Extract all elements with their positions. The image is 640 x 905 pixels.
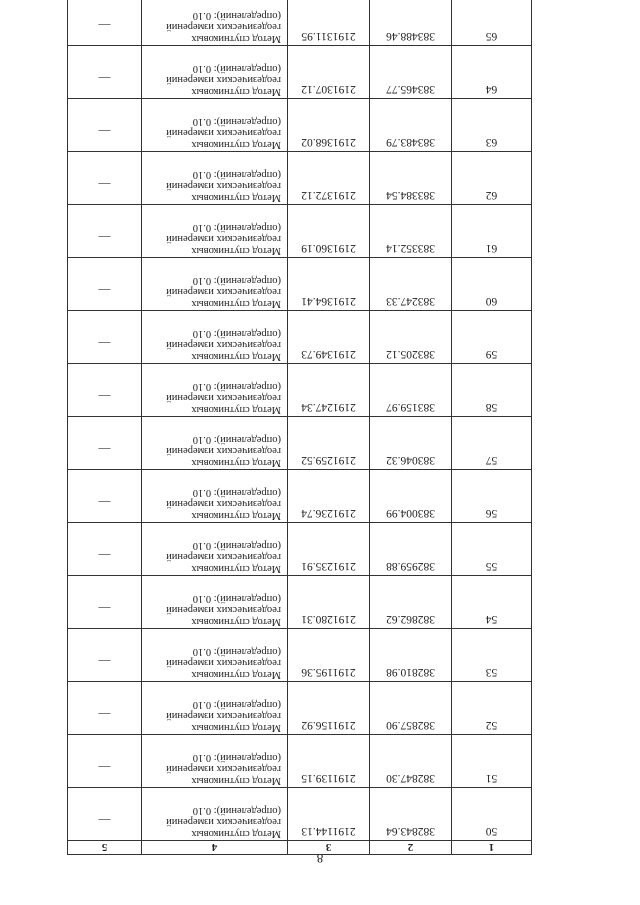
table-row [68,470,532,523]
description-cell: — [68,788,142,841]
description-cell: — [68,46,142,99]
page-number: 8 [316,851,324,866]
method-line: Метод спутниковых [191,669,281,680]
y-coordinate-cell: 2191247.34 [288,364,370,417]
method-line: геодезических измерений [166,710,281,722]
method-line: (определений): 0.10 [192,169,281,180]
method-cell [142,470,288,523]
method-line: (определений): 0.10 [192,540,281,551]
method-line: геодезических измерений [166,127,281,139]
x-coordinate-cell: 382959.88 [370,523,452,576]
description-cell: — [68,735,142,788]
method-cell [142,205,288,258]
y-coordinate-cell: 2191368.02 [288,99,370,152]
method-line: геодезических измерений [166,286,281,298]
point-number-cell: 61 [452,205,532,258]
point-number-cell: 65 [452,0,532,46]
method-cell [142,152,288,205]
table-row [68,46,532,99]
method-cell [142,364,288,417]
method-line: (определений): 0.10 [192,752,281,763]
method-line: геодезических измерений [166,498,281,510]
table-row [68,99,532,152]
description-cell: — [68,417,142,470]
point-number-cell: 63 [452,99,532,152]
point-number-cell: 58 [452,364,532,417]
method-line: геодезических измерений [166,180,281,192]
method-line: Метод спутниковых [191,616,281,627]
method-line: геодезических измерений [166,392,281,404]
y-coordinate-cell: 2191364.41 [288,258,370,311]
method-line: Метод спутниковых [191,139,281,150]
method-line: геодезических измерений [166,763,281,775]
table-row [68,523,532,576]
x-coordinate-cell: 383483.79 [370,99,452,152]
point-number-cell: 55 [452,523,532,576]
description-cell: — [68,0,142,46]
table-row [68,629,532,682]
method-line: (определений): 0.10 [192,699,281,710]
y-coordinate-cell: 2191235.91 [288,523,370,576]
method-line: геодезических измерений [166,339,281,351]
method-line: Метод спутниковых [191,192,281,203]
method-line: Метод спутниковых [191,404,281,415]
method-line: геодезических измерений [166,604,281,616]
method-line: Метод спутниковых [191,828,281,839]
x-coordinate-cell: 383046.32 [370,417,452,470]
table-row [68,258,532,311]
method-line: (определений): 0.10 [192,222,281,233]
table-row [68,205,532,258]
y-coordinate-cell: 2191372.12 [288,152,370,205]
x-coordinate-cell: 383004.99 [370,470,452,523]
y-coordinate-cell: 2191236.74 [288,470,370,523]
method-cell [142,523,288,576]
x-coordinate-cell: 383159.97 [370,364,452,417]
point-number-cell: 56 [452,470,532,523]
description-cell: — [68,364,142,417]
method-cell [142,46,288,99]
table-row [68,682,532,735]
description-cell: — [68,682,142,735]
point-number-cell: 59 [452,311,532,364]
y-coordinate-cell: 2191156.92 [288,682,370,735]
y-coordinate-cell: 2191307.12 [288,46,370,99]
coordinates-table [67,0,532,855]
y-coordinate-cell: 2191195.36 [288,629,370,682]
header-cell: 5 [68,841,142,855]
y-coordinate-cell: 2191144.13 [288,788,370,841]
y-coordinate-cell: 2191139.15 [288,735,370,788]
method-line: геодезических измерений [166,74,281,86]
x-coordinate-cell: 382857.90 [370,682,452,735]
method-line: Метод спутниковых [191,457,281,468]
method-line: (определений): 0.10 [192,805,281,816]
method-line: геодезических измерений [166,445,281,457]
method-line: геодезических измерений [166,816,281,828]
point-number-cell: 64 [452,46,532,99]
header-cell: 1 [452,841,532,855]
method-line: Метод спутниковых [191,722,281,733]
table-row [68,152,532,205]
y-coordinate-cell: 2191311.95 [288,0,370,46]
method-cell [142,99,288,152]
method-line: геодезических измерений [166,657,281,669]
method-line: геодезических измерений [166,21,281,33]
method-line: (определений): 0.10 [192,381,281,392]
method-line: геодезических измерений [166,551,281,563]
y-coordinate-cell: 2191349.73 [288,311,370,364]
method-cell [142,311,288,364]
method-line: (определений): 0.10 [192,275,281,286]
point-number-cell: 54 [452,576,532,629]
method-line: Метод спутниковых [191,775,281,786]
header-cell: 4 [142,841,288,855]
point-number-cell: 50 [452,788,532,841]
table-row [68,364,532,417]
point-number-cell: 60 [452,258,532,311]
description-cell: — [68,205,142,258]
point-number-cell: 57 [452,417,532,470]
method-line: геодезических измерений [166,233,281,245]
description-cell: — [68,576,142,629]
table-row [68,788,532,841]
description-cell: — [68,152,142,205]
method-line: (определений): 0.10 [192,593,281,604]
method-cell [142,417,288,470]
method-cell [142,258,288,311]
description-cell: — [68,258,142,311]
method-line: Метод спутниковых [191,563,281,574]
method-line: Метод спутниковых [191,86,281,97]
method-line: (определений): 0.10 [192,116,281,127]
method-line: (определений): 0.10 [192,646,281,657]
table-row [68,311,532,364]
method-line: (определений): 0.10 [192,63,281,74]
table-row [68,0,532,46]
method-line: Метод спутниковых [191,245,281,256]
method-cell [142,788,288,841]
x-coordinate-cell: 382862.62 [370,576,452,629]
header-cell: 2 [370,841,452,855]
y-coordinate-cell: 2191259.52 [288,417,370,470]
description-cell: — [68,470,142,523]
x-coordinate-cell: 383384.54 [370,152,452,205]
x-coordinate-cell: 383205.12 [370,311,452,364]
method-cell [142,576,288,629]
point-number-cell: 52 [452,682,532,735]
x-coordinate-cell: 382847.30 [370,735,452,788]
method-line: Метод спутниковых [191,33,281,44]
method-line: (определений): 0.10 [192,487,281,498]
method-cell [142,0,288,46]
x-coordinate-cell: 383488.46 [370,0,452,46]
x-coordinate-cell: 383352.14 [370,205,452,258]
x-coordinate-cell: 383247.33 [370,258,452,311]
table-row [68,417,532,470]
method-line: Метод спутниковых [191,298,281,309]
description-cell: — [68,311,142,364]
method-line: (определений): 0.10 [192,328,281,339]
description-cell: — [68,99,142,152]
point-number-cell: 51 [452,735,532,788]
table-row [68,576,532,629]
point-number-cell: 53 [452,629,532,682]
method-cell [142,682,288,735]
method-line: Метод спутниковых [191,351,281,362]
method-line: (определений): 0.10 [192,10,281,21]
description-cell: — [68,523,142,576]
method-cell [142,629,288,682]
method-line: (определений): 0.10 [192,434,281,445]
y-coordinate-cell: 2191280.31 [288,576,370,629]
point-number-cell: 62 [452,152,532,205]
x-coordinate-cell: 382810.98 [370,629,452,682]
x-coordinate-cell: 382843.64 [370,788,452,841]
description-cell: — [68,629,142,682]
y-coordinate-cell: 2191360.19 [288,205,370,258]
table-header-row [68,841,532,855]
table-row [68,735,532,788]
header-cell: 3 [288,841,370,855]
x-coordinate-cell: 383465.77 [370,46,452,99]
method-line: Метод спутниковых [191,510,281,521]
method-cell [142,735,288,788]
